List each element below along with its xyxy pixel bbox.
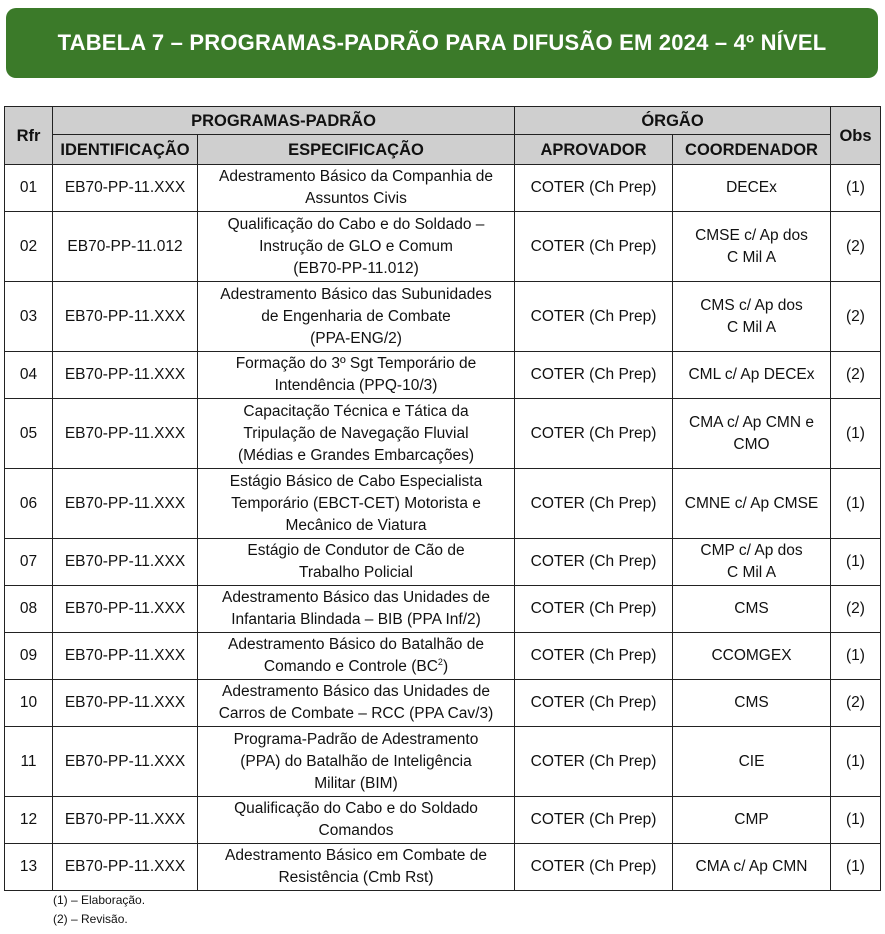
table-row xyxy=(5,469,881,539)
header-obs: Obs xyxy=(831,107,881,165)
table-row xyxy=(5,399,881,469)
cell-obs xyxy=(831,282,881,352)
cell-rfr xyxy=(5,539,53,586)
table-row xyxy=(5,586,881,633)
cell-rfr xyxy=(5,586,53,633)
especificacao-line: Tripulação de Navegação Fluvial xyxy=(243,424,469,442)
cell-identificacao xyxy=(53,399,198,469)
coordenador-line: C Mil A xyxy=(726,248,777,266)
identificacao-value: EB70-PP-11.XXX xyxy=(64,553,186,570)
coordenador-line: CMA c/ Ap CMN xyxy=(695,858,808,875)
coordenador-line: CIE xyxy=(738,752,765,770)
cell-aprovador xyxy=(515,844,673,891)
cell-aprovador xyxy=(515,680,673,727)
rfr-value: 08 xyxy=(19,600,38,617)
header-coordenador: COORDENADOR xyxy=(673,135,831,165)
coordenador-line: CMSE c/ Ap dos xyxy=(695,226,808,244)
especificacao-line: Adestramento Básico das Unidades de xyxy=(222,683,490,700)
identificacao-value: EB70-PP-11.XXX xyxy=(64,494,186,512)
identificacao-value: EB70-PP-11.XXX xyxy=(64,424,186,442)
identificacao-value: EB70-PP-11.XXX xyxy=(64,179,186,196)
coordenador-line: CCOMGEX xyxy=(711,647,792,664)
especificacao-line: Comandos xyxy=(318,822,394,839)
cell-aprovador xyxy=(515,797,673,844)
title-banner xyxy=(6,8,878,78)
cell-obs xyxy=(831,797,881,844)
especificacao-line: de Engenharia de Combate xyxy=(261,307,451,325)
cell-rfr xyxy=(5,469,53,539)
obs-value: (1) xyxy=(846,811,865,828)
rfr-value: 13 xyxy=(19,858,38,875)
identificacao-value: EB70-PP-11.XXX xyxy=(64,694,186,711)
aprovador-value: COTER (Ch Prep) xyxy=(530,694,657,711)
cell-obs xyxy=(831,727,881,797)
table-row xyxy=(5,727,881,797)
cell-rfr xyxy=(5,282,53,352)
rfr-value: 03 xyxy=(19,307,38,325)
rfr-value: 07 xyxy=(19,553,38,570)
cell-identificacao xyxy=(53,469,198,539)
identificacao-value: EB70-PP-11.XXX xyxy=(64,366,186,383)
cell-especificacao xyxy=(198,212,515,282)
header-orgao: ÓRGÃO xyxy=(515,107,831,135)
cell-obs xyxy=(831,399,881,469)
coordenador-line: C Mil A xyxy=(726,318,777,336)
identificacao-value: EB70-PP-11.XXX xyxy=(64,858,186,875)
especificacao-line: Adestramento Básico da Companhia de xyxy=(219,168,493,185)
table-row xyxy=(5,539,881,586)
especificacao-line: Militar (BIM) xyxy=(314,774,398,792)
cell-identificacao xyxy=(53,797,198,844)
cell-especificacao xyxy=(198,165,515,212)
aprovador-value: COTER (Ch Prep) xyxy=(530,647,657,664)
especificacao-line: Intendência (PPQ-10/3) xyxy=(274,377,438,394)
cell-aprovador xyxy=(515,539,673,586)
aprovador-value: COTER (Ch Prep) xyxy=(530,600,657,617)
cell-coordenador xyxy=(673,586,831,633)
especificacao-line: Trabalho Policial xyxy=(298,564,413,581)
rfr-value: 04 xyxy=(19,366,38,383)
especificacao-line: (EB70-PP-11.012) xyxy=(293,259,419,277)
cell-especificacao xyxy=(198,797,515,844)
cell-especificacao xyxy=(198,586,515,633)
rfr-value: 11 xyxy=(20,752,37,770)
cell-identificacao xyxy=(53,586,198,633)
aprovador-value: COTER (Ch Prep) xyxy=(530,752,657,770)
header-programas-padrao: PROGRAMAS-PADRÃO xyxy=(53,107,515,135)
obs-value: (1) xyxy=(846,647,865,664)
footnote-2: (2) – Revisão. xyxy=(53,912,128,926)
cell-rfr xyxy=(5,352,53,399)
especificacao-line: Temporário (EBCT-CET) Motorista e xyxy=(231,494,481,512)
cell-obs xyxy=(831,352,881,399)
aprovador-value: COTER (Ch Prep) xyxy=(530,811,657,828)
especificacao-line: Capacitação Técnica e Tática da xyxy=(243,402,469,420)
rfr-value: 09 xyxy=(19,647,38,664)
table-body xyxy=(5,165,881,891)
cell-identificacao xyxy=(53,165,198,212)
table-row xyxy=(5,633,881,680)
obs-value: (2) xyxy=(846,694,865,711)
cell-coordenador xyxy=(673,352,831,399)
rfr-value: 05 xyxy=(19,424,38,442)
cell-coordenador xyxy=(673,165,831,212)
aprovador-value: COTER (Ch Prep) xyxy=(530,366,657,383)
coordenador-line: CMO xyxy=(733,435,770,453)
cell-identificacao xyxy=(53,212,198,282)
aprovador-value: COTER (Ch Prep) xyxy=(530,424,657,442)
obs-value: (1) xyxy=(846,494,865,512)
table-row xyxy=(5,680,881,727)
obs-value: (1) xyxy=(846,424,865,442)
table-row xyxy=(5,352,881,399)
rfr-value: 10 xyxy=(19,694,38,711)
coordenador-line: CMP xyxy=(734,811,769,828)
cell-rfr xyxy=(5,212,53,282)
cell-rfr xyxy=(5,165,53,212)
aprovador-value: COTER (Ch Prep) xyxy=(530,307,657,325)
cell-especificacao xyxy=(198,844,515,891)
especificacao-line: Adestramento Básico das Unidades de xyxy=(222,589,490,606)
cell-especificacao xyxy=(198,282,515,352)
especificacao-line: Estágio de Condutor de Cão de xyxy=(247,542,465,559)
especificacao-line: ) xyxy=(442,658,449,675)
coordenador-line: DECEx xyxy=(726,179,777,196)
cell-identificacao xyxy=(53,680,198,727)
cell-coordenador xyxy=(673,844,831,891)
page-title: TABELA 7 – PROGRAMAS-PADRÃO PARA DIFUSÃO EM 2024 – 4º NÍVEL xyxy=(57,30,827,55)
especificacao-line: Resistência (Cmb Rst) xyxy=(278,869,434,886)
cell-identificacao xyxy=(53,633,198,680)
obs-value: (2) xyxy=(846,366,865,383)
table-row xyxy=(5,165,881,212)
especificacao-line: Mecânico de Viatura xyxy=(285,516,427,534)
table-row xyxy=(5,797,881,844)
especificacao-line: Comando e Controle (BC xyxy=(263,658,438,675)
cell-obs xyxy=(831,633,881,680)
cell-aprovador xyxy=(515,352,673,399)
cell-obs xyxy=(831,165,881,212)
cell-aprovador xyxy=(515,586,673,633)
programs-table xyxy=(4,106,881,891)
cell-rfr xyxy=(5,844,53,891)
especificacao-line: (Médias e Grandes Embarcações) xyxy=(237,446,475,464)
cell-obs xyxy=(831,586,881,633)
especificacao-line: Instrução de GLO e Comum xyxy=(259,237,453,255)
especificacao-line: Carros de Combate – RCC (PPA Cav/3) xyxy=(218,705,494,722)
coordenador-line: CMA c/ Ap CMN e xyxy=(689,413,814,431)
identificacao-value: EB70-PP-11.XXX xyxy=(64,647,186,664)
especificacao-line: Adestramento Básico das Subunidades xyxy=(220,285,492,303)
cell-coordenador xyxy=(673,399,831,469)
especificacao-line: Estágio Básico de Cabo Especialista xyxy=(229,472,483,490)
obs-value: (1) xyxy=(846,858,865,875)
cell-aprovador xyxy=(515,212,673,282)
especificacao-line: Adestramento Básico do Batalhão de xyxy=(228,636,484,653)
cell-aprovador xyxy=(515,727,673,797)
cell-obs xyxy=(831,539,881,586)
cell-rfr xyxy=(5,727,53,797)
cell-obs xyxy=(831,680,881,727)
cell-especificacao xyxy=(198,633,515,680)
cell-rfr xyxy=(5,633,53,680)
cell-especificacao xyxy=(198,539,515,586)
table-row xyxy=(5,282,881,352)
obs-value: (2) xyxy=(846,307,865,325)
cell-especificacao xyxy=(198,727,515,797)
cell-coordenador xyxy=(673,797,831,844)
obs-value: (2) xyxy=(846,237,865,255)
cell-aprovador xyxy=(515,282,673,352)
cell-coordenador xyxy=(673,469,831,539)
table-row xyxy=(5,844,881,891)
cell-coordenador xyxy=(673,633,831,680)
header-aprovador: APROVADOR xyxy=(515,135,673,165)
header-especificacao: ESPECIFICAÇÃO xyxy=(198,135,515,165)
cell-aprovador xyxy=(515,469,673,539)
obs-value: (1) xyxy=(846,752,865,770)
cell-aprovador xyxy=(515,633,673,680)
aprovador-value: COTER (Ch Prep) xyxy=(530,553,657,570)
cell-especificacao xyxy=(198,399,515,469)
coordenador-line: CMS xyxy=(734,600,769,617)
especificacao-line: Adestramento Básico em Combate de xyxy=(225,847,487,864)
especificacao-line: (PPA) do Batalhão de Inteligência xyxy=(240,752,472,770)
especificacao-line: Infantaria Blindada – BIB (PPA Inf/2) xyxy=(231,611,481,628)
identificacao-value: EB70-PP-11.XXX xyxy=(64,811,186,828)
cell-rfr xyxy=(5,680,53,727)
especificacao-line: Assuntos Civis xyxy=(305,190,407,207)
cell-coordenador xyxy=(673,539,831,586)
cell-aprovador xyxy=(515,399,673,469)
cell-identificacao xyxy=(53,727,198,797)
rfr-value: 06 xyxy=(19,494,38,512)
cell-identificacao xyxy=(53,282,198,352)
identificacao-value: EB70-PP-11.012 xyxy=(67,237,183,255)
cell-identificacao xyxy=(53,352,198,399)
coordenador-line: C Mil A xyxy=(726,564,777,581)
identificacao-value: EB70-PP-11.XXX xyxy=(64,752,186,770)
rfr-value: 02 xyxy=(19,237,38,255)
obs-value: (1) xyxy=(846,553,865,570)
cell-aprovador xyxy=(515,165,673,212)
cell-coordenador xyxy=(673,282,831,352)
coordenador-line: CMS c/ Ap dos xyxy=(700,296,803,314)
cell-coordenador xyxy=(673,212,831,282)
header-identificacao: IDENTIFICAÇÃO xyxy=(53,135,198,165)
cell-especificacao xyxy=(198,680,515,727)
coordenador-line: CMS xyxy=(734,694,769,711)
header-rfr: Rfr xyxy=(5,107,53,165)
rfr-value: 01 xyxy=(19,179,38,196)
aprovador-value: COTER (Ch Prep) xyxy=(530,237,657,255)
cell-identificacao xyxy=(53,539,198,586)
coordenador-line: CMNE c/ Ap CMSE xyxy=(684,494,819,512)
aprovador-value: COTER (Ch Prep) xyxy=(530,858,657,875)
superscript: 2 xyxy=(437,656,443,667)
coordenador-line: CMP c/ Ap dos xyxy=(700,542,803,559)
especificacao-line: Qualificação do Cabo e do Soldado – xyxy=(227,215,485,233)
cell-coordenador xyxy=(673,680,831,727)
cell-identificacao xyxy=(53,844,198,891)
coordenador-line: CML c/ Ap DECEx xyxy=(688,366,815,383)
cell-especificacao xyxy=(198,469,515,539)
obs-value: (1) xyxy=(846,179,865,196)
table-row xyxy=(5,212,881,282)
cell-rfr xyxy=(5,399,53,469)
footnotes xyxy=(53,891,145,929)
obs-value: (2) xyxy=(846,600,865,617)
cell-obs xyxy=(831,212,881,282)
rfr-value: 12 xyxy=(19,811,38,828)
footnote-1: (1) – Elaboração. xyxy=(53,893,146,907)
cell-especificacao xyxy=(198,352,515,399)
especificacao-line: Programa-Padrão de Adestramento xyxy=(233,730,479,748)
aprovador-value: COTER (Ch Prep) xyxy=(530,179,657,196)
especificacao-line: (PPA-ENG/2) xyxy=(310,329,402,347)
especificacao-line: Qualificação do Cabo e do Soldado xyxy=(234,800,478,817)
cell-obs xyxy=(831,844,881,891)
cell-rfr xyxy=(5,797,53,844)
identificacao-value: EB70-PP-11.XXX xyxy=(64,307,186,325)
especificacao-line: Formação do 3º Sgt Temporário de xyxy=(235,355,477,372)
cell-obs xyxy=(831,469,881,539)
aprovador-value: COTER (Ch Prep) xyxy=(530,494,657,512)
cell-coordenador xyxy=(673,727,831,797)
identificacao-value: EB70-PP-11.XXX xyxy=(64,600,186,617)
